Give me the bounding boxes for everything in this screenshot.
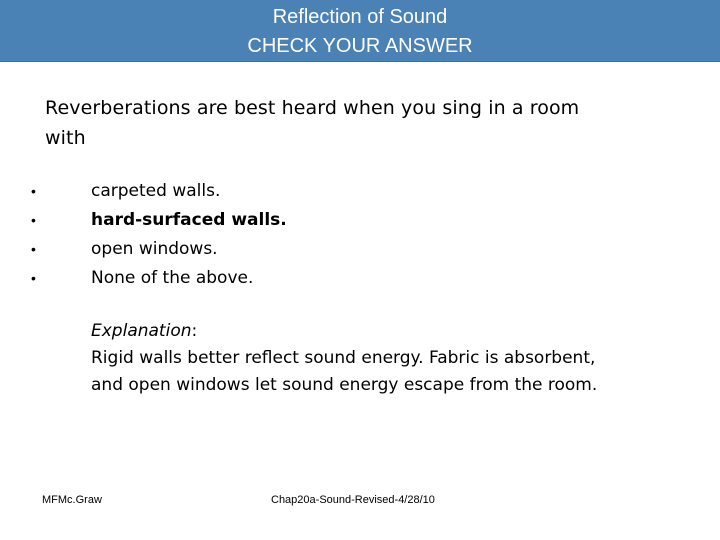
bullet-icon: • <box>31 241 36 257</box>
question-line-2: with <box>45 127 86 149</box>
option-open-windows <box>0 234 720 264</box>
option-text-correct: hard-surfaced walls. <box>91 210 287 230</box>
option-hard-surfaced-walls <box>0 205 720 235</box>
bullet-icon: • <box>31 212 36 228</box>
explanation-line-1: Rigid walls better reflect sound energy. Fabric is absorbent, <box>91 348 596 368</box>
explanation-colon: : <box>191 321 198 341</box>
question-text <box>45 93 685 153</box>
explanation-line-2: and open windows let sound energy escape from the room. <box>91 375 598 395</box>
option-none-of-the-above <box>0 263 720 293</box>
explanation-heading <box>91 318 691 345</box>
explanation-block <box>91 318 691 399</box>
bullet-icon: • <box>31 183 36 199</box>
option-carpeted-walls <box>0 176 720 206</box>
option-text: None of the above. <box>91 268 254 288</box>
option-text: carpeted walls. <box>91 181 221 201</box>
title-banner <box>0 0 720 62</box>
option-text: open windows. <box>91 239 218 259</box>
slide-subtitle: CHECK YOUR ANSWER <box>247 35 473 57</box>
bullet-icon: • <box>31 270 36 286</box>
footer-chapter: Chap20a-Sound-Revised-4/28/10 <box>271 494 435 506</box>
slide-title: Reflection of Sound <box>272 6 448 28</box>
explanation-label: Explanation <box>91 321 192 341</box>
footer-author: MFMc.Graw <box>42 494 102 506</box>
question-line-1: Reverberations are best heard when you sing in a room <box>45 97 580 119</box>
